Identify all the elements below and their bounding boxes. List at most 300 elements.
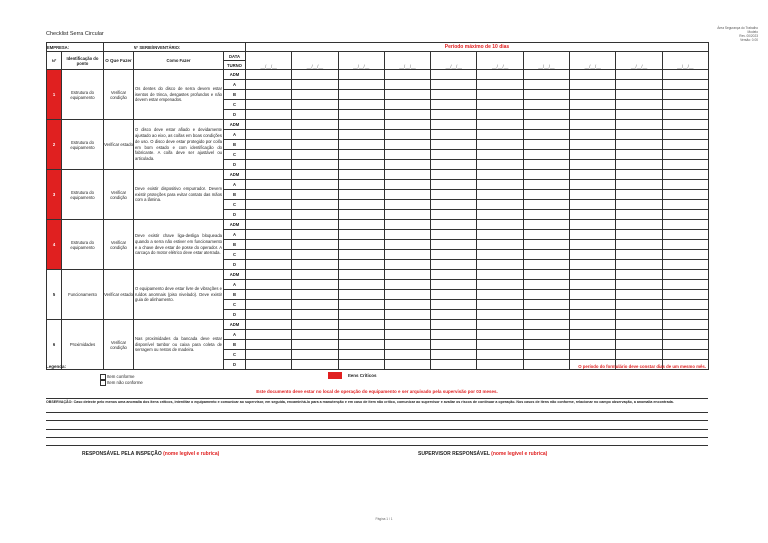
check-cell[interactable] — [570, 230, 616, 240]
check-cell[interactable] — [384, 340, 430, 350]
check-cell[interactable] — [477, 240, 523, 250]
check-cell[interactable] — [246, 110, 292, 120]
check-cell[interactable] — [616, 120, 662, 130]
check-cell[interactable] — [570, 260, 616, 270]
check-cell[interactable] — [292, 240, 338, 250]
check-cell[interactable] — [523, 100, 569, 110]
check-cell[interactable] — [570, 320, 616, 330]
check-cell[interactable] — [431, 320, 477, 330]
check-cell[interactable] — [662, 340, 708, 350]
check-cell[interactable] — [477, 170, 523, 180]
check-cell[interactable] — [384, 240, 430, 250]
check-cell[interactable] — [616, 310, 662, 320]
check-cell[interactable] — [431, 190, 477, 200]
check-cell[interactable] — [616, 320, 662, 330]
check-cell[interactable] — [384, 300, 430, 310]
check-cell[interactable] — [431, 120, 477, 130]
check-cell[interactable] — [292, 80, 338, 90]
check-cell[interactable] — [570, 350, 616, 360]
check-cell[interactable] — [246, 270, 292, 280]
check-cell[interactable] — [431, 150, 477, 160]
check-cell[interactable] — [662, 330, 708, 340]
check-cell[interactable] — [570, 330, 616, 340]
check-cell[interactable] — [477, 130, 523, 140]
check-cell[interactable] — [431, 290, 477, 300]
check-cell[interactable] — [246, 220, 292, 230]
check-cell[interactable] — [338, 160, 384, 170]
check-cell[interactable] — [384, 90, 430, 100]
check-cell[interactable] — [523, 210, 569, 220]
check-cell[interactable] — [338, 100, 384, 110]
check-cell[interactable] — [384, 210, 430, 220]
check-cell[interactable] — [477, 160, 523, 170]
check-cell[interactable] — [523, 270, 569, 280]
check-cell[interactable] — [616, 240, 662, 250]
check-cell[interactable] — [570, 100, 616, 110]
check-cell[interactable] — [477, 260, 523, 270]
check-cell[interactable] — [338, 140, 384, 150]
check-cell[interactable] — [523, 130, 569, 140]
check-cell[interactable] — [292, 200, 338, 210]
check-cell[interactable] — [616, 140, 662, 150]
check-cell[interactable] — [662, 130, 708, 140]
date-field[interactable]: __/__/__ — [523, 52, 569, 70]
check-cell[interactable] — [662, 270, 708, 280]
check-cell[interactable] — [616, 330, 662, 340]
check-cell[interactable] — [662, 350, 708, 360]
check-cell[interactable] — [616, 160, 662, 170]
check-cell[interactable] — [431, 210, 477, 220]
check-cell[interactable] — [570, 300, 616, 310]
check-cell[interactable] — [338, 190, 384, 200]
check-cell[interactable] — [338, 80, 384, 90]
check-cell[interactable] — [523, 80, 569, 90]
check-cell[interactable] — [246, 240, 292, 250]
check-cell[interactable] — [246, 190, 292, 200]
check-cell[interactable] — [616, 80, 662, 90]
check-cell[interactable] — [477, 290, 523, 300]
empresa-field[interactable] — [104, 43, 134, 52]
check-cell[interactable] — [246, 80, 292, 90]
check-cell[interactable] — [477, 310, 523, 320]
check-cell[interactable] — [431, 200, 477, 210]
check-cell[interactable] — [477, 200, 523, 210]
check-cell[interactable] — [523, 150, 569, 160]
check-cell[interactable] — [431, 160, 477, 170]
check-cell[interactable] — [384, 260, 430, 270]
check-cell[interactable] — [384, 190, 430, 200]
observation-line[interactable] — [46, 413, 708, 421]
check-cell[interactable] — [338, 310, 384, 320]
check-cell[interactable] — [523, 290, 569, 300]
check-cell[interactable] — [338, 120, 384, 130]
check-cell[interactable] — [616, 190, 662, 200]
check-cell[interactable] — [523, 170, 569, 180]
check-cell[interactable] — [246, 120, 292, 130]
check-cell[interactable] — [570, 120, 616, 130]
check-cell[interactable] — [431, 270, 477, 280]
check-cell[interactable] — [662, 120, 708, 130]
check-cell[interactable] — [246, 330, 292, 340]
check-cell[interactable] — [292, 150, 338, 160]
check-cell[interactable] — [570, 220, 616, 230]
check-cell[interactable] — [523, 180, 569, 190]
check-cell[interactable] — [384, 100, 430, 110]
check-cell[interactable] — [477, 340, 523, 350]
check-cell[interactable] — [384, 250, 430, 260]
check-cell[interactable] — [616, 230, 662, 240]
check-cell[interactable] — [292, 260, 338, 270]
check-cell[interactable] — [662, 290, 708, 300]
date-field[interactable]: __/__/__ — [338, 52, 384, 70]
check-cell[interactable] — [338, 130, 384, 140]
check-cell[interactable] — [292, 340, 338, 350]
check-cell[interactable] — [338, 170, 384, 180]
check-cell[interactable] — [431, 80, 477, 90]
check-cell[interactable] — [384, 220, 430, 230]
observation-line[interactable] — [46, 421, 708, 429]
check-cell[interactable] — [570, 130, 616, 140]
check-cell[interactable] — [338, 320, 384, 330]
check-cell[interactable] — [292, 90, 338, 100]
date-field[interactable]: __/__/__ — [431, 52, 477, 70]
check-cell[interactable] — [292, 210, 338, 220]
check-cell[interactable] — [616, 70, 662, 80]
check-cell[interactable] — [384, 140, 430, 150]
date-field[interactable]: __/__/__ — [292, 52, 338, 70]
check-cell[interactable] — [338, 230, 384, 240]
check-cell[interactable] — [384, 230, 430, 240]
check-cell[interactable] — [292, 120, 338, 130]
check-cell[interactable] — [338, 200, 384, 210]
check-cell[interactable] — [523, 160, 569, 170]
check-cell[interactable] — [662, 70, 708, 80]
check-cell[interactable] — [523, 70, 569, 80]
check-cell[interactable] — [570, 340, 616, 350]
check-cell[interactable] — [662, 100, 708, 110]
check-cell[interactable] — [338, 90, 384, 100]
check-cell[interactable] — [292, 220, 338, 230]
date-field[interactable]: __/__/__ — [477, 52, 523, 70]
check-cell[interactable] — [616, 250, 662, 260]
check-cell[interactable] — [662, 160, 708, 170]
check-cell[interactable] — [384, 270, 430, 280]
check-cell[interactable] — [570, 80, 616, 90]
check-cell[interactable] — [616, 170, 662, 180]
check-cell[interactable] — [338, 340, 384, 350]
check-cell[interactable] — [384, 120, 430, 130]
check-cell[interactable] — [616, 100, 662, 110]
check-cell[interactable] — [246, 200, 292, 210]
check-cell[interactable] — [523, 300, 569, 310]
check-cell[interactable] — [431, 140, 477, 150]
check-cell[interactable] — [384, 150, 430, 160]
check-cell[interactable] — [523, 320, 569, 330]
check-cell[interactable] — [431, 130, 477, 140]
observation-line[interactable] — [46, 438, 708, 446]
check-cell[interactable] — [431, 310, 477, 320]
check-cell[interactable] — [523, 310, 569, 320]
check-cell[interactable] — [431, 260, 477, 270]
check-cell[interactable] — [616, 350, 662, 360]
check-cell[interactable] — [616, 200, 662, 210]
check-cell[interactable] — [616, 340, 662, 350]
check-cell[interactable] — [662, 310, 708, 320]
check-cell[interactable] — [292, 330, 338, 340]
check-cell[interactable] — [570, 270, 616, 280]
check-cell[interactable] — [662, 250, 708, 260]
check-cell[interactable] — [338, 70, 384, 80]
check-cell[interactable] — [662, 300, 708, 310]
check-cell[interactable] — [477, 350, 523, 360]
check-cell[interactable] — [338, 290, 384, 300]
check-cell[interactable] — [246, 140, 292, 150]
check-cell[interactable] — [662, 140, 708, 150]
check-cell[interactable] — [523, 220, 569, 230]
check-cell[interactable] — [292, 100, 338, 110]
check-cell[interactable] — [338, 250, 384, 260]
check-cell[interactable] — [292, 130, 338, 140]
check-cell[interactable] — [292, 250, 338, 260]
check-cell[interactable] — [616, 270, 662, 280]
check-cell[interactable] — [616, 180, 662, 190]
check-cell[interactable] — [431, 100, 477, 110]
check-cell[interactable] — [338, 180, 384, 190]
date-field[interactable]: __/__/__ — [662, 52, 708, 70]
check-cell[interactable] — [384, 350, 430, 360]
check-cell[interactable] — [523, 110, 569, 120]
check-cell[interactable] — [616, 220, 662, 230]
check-cell[interactable] — [246, 360, 292, 370]
observation-line[interactable] — [46, 405, 708, 413]
check-cell[interactable] — [292, 180, 338, 190]
check-cell[interactable] — [292, 70, 338, 80]
check-cell[interactable] — [246, 210, 292, 220]
check-cell[interactable] — [338, 210, 384, 220]
check-cell[interactable] — [523, 260, 569, 270]
check-cell[interactable] — [431, 340, 477, 350]
check-cell[interactable] — [384, 320, 430, 330]
check-cell[interactable] — [431, 230, 477, 240]
check-cell[interactable] — [384, 110, 430, 120]
check-cell[interactable] — [477, 270, 523, 280]
check-cell[interactable] — [477, 110, 523, 120]
check-cell[interactable] — [477, 300, 523, 310]
check-cell[interactable] — [523, 280, 569, 290]
check-cell[interactable] — [246, 350, 292, 360]
check-cell[interactable] — [570, 210, 616, 220]
check-cell[interactable] — [246, 170, 292, 180]
check-cell[interactable] — [431, 110, 477, 120]
check-cell[interactable] — [477, 120, 523, 130]
check-cell[interactable] — [384, 180, 430, 190]
check-cell[interactable] — [662, 150, 708, 160]
check-cell[interactable] — [570, 160, 616, 170]
check-cell[interactable] — [384, 130, 430, 140]
check-cell[interactable] — [477, 90, 523, 100]
check-cell[interactable] — [431, 220, 477, 230]
check-cell[interactable] — [570, 200, 616, 210]
date-field[interactable]: __/__/__ — [616, 52, 662, 70]
check-cell[interactable] — [246, 290, 292, 300]
check-cell[interactable] — [246, 130, 292, 140]
check-cell[interactable] — [477, 250, 523, 260]
check-cell[interactable] — [246, 100, 292, 110]
check-cell[interactable] — [431, 280, 477, 290]
check-cell[interactable] — [246, 310, 292, 320]
check-cell[interactable] — [523, 330, 569, 340]
check-cell[interactable] — [246, 300, 292, 310]
check-cell[interactable] — [662, 210, 708, 220]
check-cell[interactable] — [523, 230, 569, 240]
check-cell[interactable] — [570, 310, 616, 320]
check-cell[interactable] — [570, 90, 616, 100]
check-cell[interactable] — [384, 310, 430, 320]
check-cell[interactable] — [338, 220, 384, 230]
check-cell[interactable] — [431, 180, 477, 190]
check-cell[interactable] — [616, 110, 662, 120]
check-cell[interactable] — [570, 240, 616, 250]
date-field[interactable]: __/__/__ — [246, 52, 292, 70]
check-cell[interactable] — [616, 260, 662, 270]
check-cell[interactable] — [570, 290, 616, 300]
check-cell[interactable] — [477, 70, 523, 80]
check-cell[interactable] — [616, 290, 662, 300]
check-cell[interactable] — [616, 90, 662, 100]
check-cell[interactable] — [662, 90, 708, 100]
check-cell[interactable] — [662, 180, 708, 190]
check-cell[interactable] — [616, 210, 662, 220]
check-cell[interactable] — [662, 220, 708, 230]
check-cell[interactable] — [662, 230, 708, 240]
check-cell[interactable] — [292, 290, 338, 300]
check-cell[interactable] — [292, 140, 338, 150]
check-cell[interactable] — [246, 320, 292, 330]
date-field[interactable]: __/__/__ — [570, 52, 616, 70]
date-field[interactable]: __/__/__ — [384, 52, 430, 70]
check-cell[interactable] — [523, 140, 569, 150]
check-cell[interactable] — [338, 260, 384, 270]
check-cell[interactable] — [523, 340, 569, 350]
check-cell[interactable] — [338, 150, 384, 160]
check-cell[interactable] — [477, 100, 523, 110]
check-cell[interactable] — [662, 80, 708, 90]
check-cell[interactable] — [570, 140, 616, 150]
check-cell[interactable] — [662, 280, 708, 290]
check-cell[interactable] — [246, 340, 292, 350]
check-cell[interactable] — [570, 110, 616, 120]
check-cell[interactable] — [616, 300, 662, 310]
check-cell[interactable] — [431, 300, 477, 310]
check-cell[interactable] — [246, 150, 292, 160]
check-cell[interactable] — [662, 110, 708, 120]
check-cell[interactable] — [431, 330, 477, 340]
check-cell[interactable] — [477, 140, 523, 150]
check-cell[interactable] — [431, 170, 477, 180]
check-cell[interactable] — [477, 230, 523, 240]
check-cell[interactable] — [384, 170, 430, 180]
check-cell[interactable] — [616, 280, 662, 290]
check-cell[interactable] — [292, 230, 338, 240]
check-cell[interactable] — [338, 350, 384, 360]
check-cell[interactable] — [662, 320, 708, 330]
check-cell[interactable] — [570, 280, 616, 290]
check-cell[interactable] — [523, 200, 569, 210]
check-cell[interactable] — [292, 360, 338, 370]
check-cell[interactable] — [292, 160, 338, 170]
check-cell[interactable] — [570, 180, 616, 190]
check-cell[interactable] — [384, 280, 430, 290]
check-cell[interactable] — [662, 170, 708, 180]
check-cell[interactable] — [246, 160, 292, 170]
check-cell[interactable] — [246, 260, 292, 270]
check-cell[interactable] — [292, 350, 338, 360]
check-cell[interactable] — [570, 170, 616, 180]
check-cell[interactable] — [292, 270, 338, 280]
check-cell[interactable] — [338, 300, 384, 310]
check-cell[interactable] — [292, 170, 338, 180]
check-cell[interactable] — [246, 90, 292, 100]
check-cell[interactable] — [246, 280, 292, 290]
check-cell[interactable] — [431, 240, 477, 250]
check-cell[interactable] — [477, 220, 523, 230]
check-cell[interactable] — [477, 280, 523, 290]
check-cell[interactable] — [338, 360, 384, 370]
check-cell[interactable] — [292, 310, 338, 320]
check-cell[interactable] — [477, 320, 523, 330]
check-cell[interactable] — [616, 150, 662, 160]
check-cell[interactable] — [523, 240, 569, 250]
check-cell[interactable] — [246, 70, 292, 80]
check-cell[interactable] — [431, 250, 477, 260]
check-cell[interactable] — [523, 120, 569, 130]
check-cell[interactable] — [384, 80, 430, 90]
check-cell[interactable] — [662, 240, 708, 250]
check-cell[interactable] — [338, 330, 384, 340]
check-cell[interactable] — [384, 290, 430, 300]
check-cell[interactable] — [246, 250, 292, 260]
check-cell[interactable] — [338, 270, 384, 280]
check-cell[interactable] — [384, 330, 430, 340]
check-cell[interactable] — [292, 320, 338, 330]
check-cell[interactable] — [570, 190, 616, 200]
check-cell[interactable] — [431, 90, 477, 100]
check-cell[interactable] — [292, 300, 338, 310]
check-cell[interactable] — [523, 350, 569, 360]
check-cell[interactable] — [477, 180, 523, 190]
check-cell[interactable] — [477, 190, 523, 200]
check-cell[interactable] — [292, 190, 338, 200]
check-cell[interactable] — [477, 330, 523, 340]
check-cell[interactable] — [246, 230, 292, 240]
check-cell[interactable] — [662, 200, 708, 210]
check-cell[interactable] — [477, 210, 523, 220]
check-cell[interactable] — [662, 190, 708, 200]
check-cell[interactable] — [338, 110, 384, 120]
check-cell[interactable] — [570, 70, 616, 80]
check-cell[interactable] — [246, 180, 292, 190]
check-cell[interactable] — [523, 190, 569, 200]
check-cell[interactable] — [292, 280, 338, 290]
check-cell[interactable] — [384, 200, 430, 210]
check-cell[interactable] — [523, 250, 569, 260]
check-cell[interactable] — [570, 250, 616, 260]
check-cell[interactable] — [384, 70, 430, 80]
check-cell[interactable] — [384, 160, 430, 170]
check-cell[interactable] — [616, 130, 662, 140]
check-cell[interactable] — [431, 70, 477, 80]
check-cell[interactable] — [431, 350, 477, 360]
